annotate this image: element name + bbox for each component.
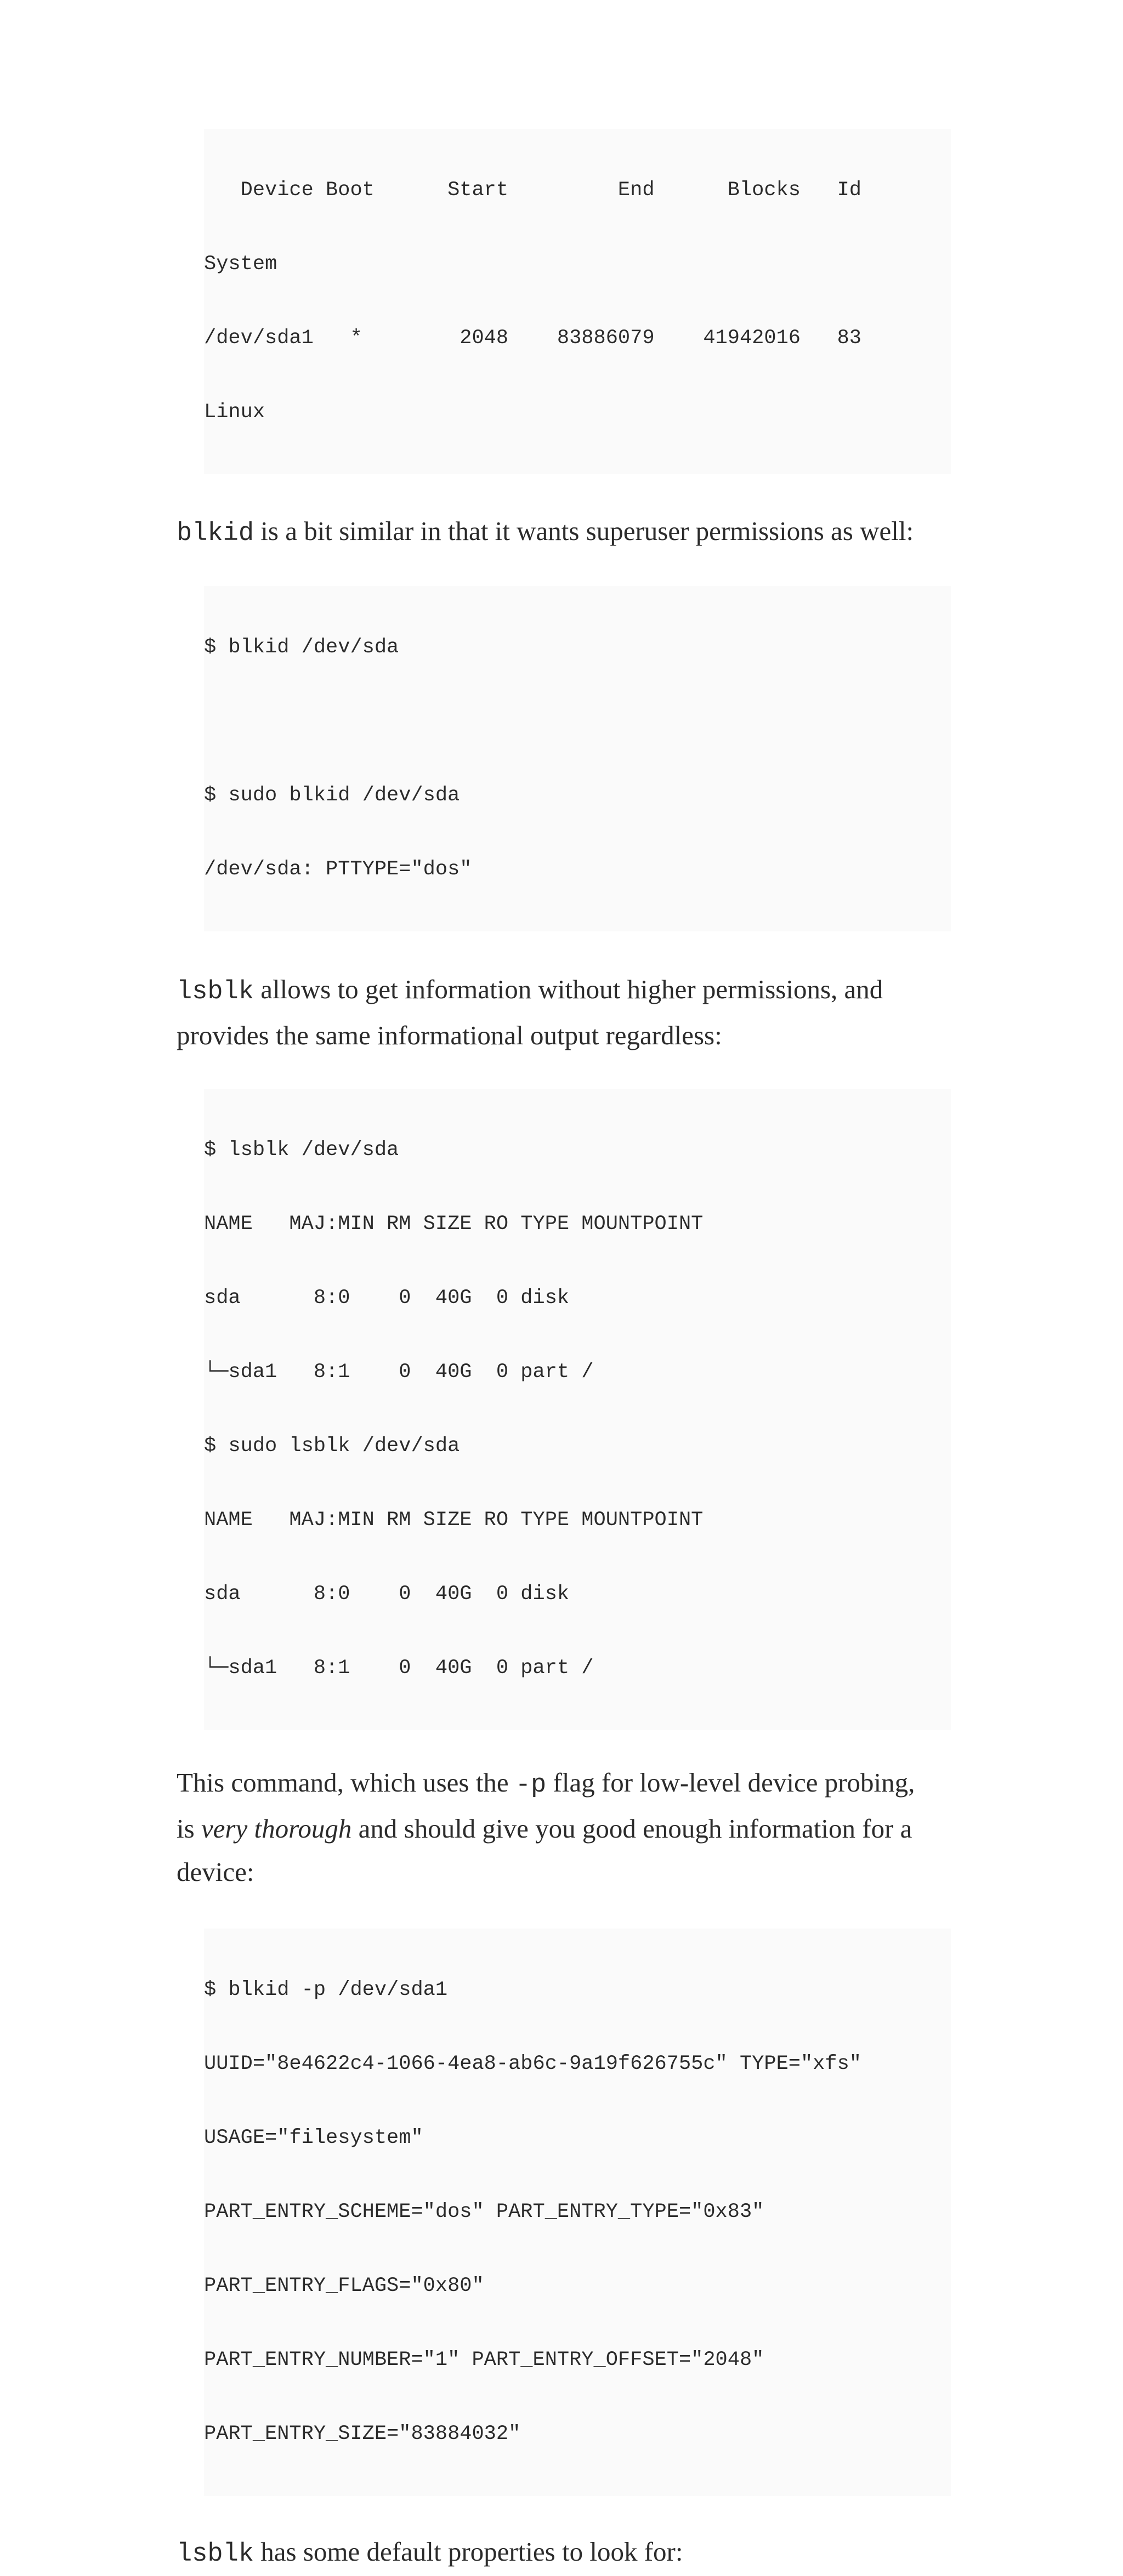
code-line: PART_ENTRY_SIZE="83884032" bbox=[204, 2423, 521, 2446]
paragraph-text: provides the same informational output regardless: bbox=[177, 1020, 722, 1050]
code-line: PART_ENTRY_SCHEME="dos" PART_ENTRY_TYPE="0x83" bbox=[204, 2200, 764, 2224]
code-line: └─sda1 8:1 0 40G 0 part / bbox=[204, 1361, 594, 1384]
code-line: System bbox=[204, 253, 277, 276]
code-line: /dev/sda1 * 2048 83886079 41942016 83 bbox=[204, 327, 861, 350]
lsblk-code-block bbox=[204, 1089, 951, 1730]
paragraph-text: and should give you good enough information for a bbox=[351, 1813, 912, 1844]
code-line: └─sda1 8:1 0 40G 0 part / bbox=[204, 1657, 594, 1680]
code-line: sda 8:0 0 40G 0 disk bbox=[204, 1287, 570, 1310]
code-line bbox=[204, 709, 951, 734]
code-line: PART_ENTRY_FLAGS="0x80" bbox=[204, 2274, 484, 2298]
paragraph-text: is bbox=[177, 1813, 201, 1844]
lsblk-intro-paragraph bbox=[177, 968, 951, 1057]
code-line: USAGE="filesystem" bbox=[204, 2126, 423, 2149]
paragraph-text: device: bbox=[177, 1857, 254, 1887]
code-line: /dev/sda: PTTYPE="dos" bbox=[204, 858, 472, 881]
paragraph-text: This command, which uses the bbox=[177, 1767, 515, 1798]
blkid-intro-paragraph bbox=[177, 509, 951, 555]
code-line: $ sudo lsblk /dev/sda bbox=[204, 1435, 460, 1458]
probe-intro-paragraph bbox=[177, 1761, 951, 1893]
code-line: UUID="8e4622c4-1066-4ea8-ab6c-9a19f626755c" TYPE="xfs" bbox=[204, 2052, 861, 2075]
blkid-probe-code-block bbox=[204, 1929, 951, 2496]
paragraph-text: allows to get information without higher permissions, and bbox=[254, 974, 883, 1004]
document-page bbox=[177, 129, 951, 2576]
blkid-code-block bbox=[204, 586, 951, 931]
code-line: $ lsblk /dev/sda bbox=[204, 1139, 399, 1162]
inline-flag: -p bbox=[515, 1771, 547, 1800]
fdisk-output-block bbox=[204, 129, 951, 474]
code-line: Device Boot Start End Blocks Id bbox=[204, 179, 861, 202]
lsblk-properties-paragraph bbox=[177, 2530, 951, 2576]
paragraph-text: has some default properties to look for: bbox=[254, 2537, 683, 2567]
inline-command: blkid bbox=[177, 519, 254, 548]
code-line: Linux bbox=[204, 401, 265, 424]
paragraph-text: is a bit similar in that it wants superuser permissions as well: bbox=[254, 516, 914, 546]
code-line: $ sudo blkid /dev/sda bbox=[204, 784, 460, 807]
inline-command: lsblk bbox=[177, 2540, 254, 2569]
code-line: PART_ENTRY_NUMBER="1" PART_ENTRY_OFFSET="2048" bbox=[204, 2348, 764, 2372]
code-line: $ blkid -p /dev/sda1 bbox=[204, 1978, 448, 2001]
code-line: sda 8:0 0 40G 0 disk bbox=[204, 1583, 570, 1606]
inline-command: lsblk bbox=[177, 977, 254, 1006]
paragraph-text: flag for low-level device probing, bbox=[546, 1767, 915, 1798]
emphasis-text: very thorough bbox=[201, 1813, 352, 1844]
code-line: $ blkid /dev/sda bbox=[204, 636, 399, 659]
code-line: NAME MAJ:MIN RM SIZE RO TYPE MOUNTPOINT bbox=[204, 1213, 704, 1236]
code-line: NAME MAJ:MIN RM SIZE RO TYPE MOUNTPOINT bbox=[204, 1509, 704, 1532]
